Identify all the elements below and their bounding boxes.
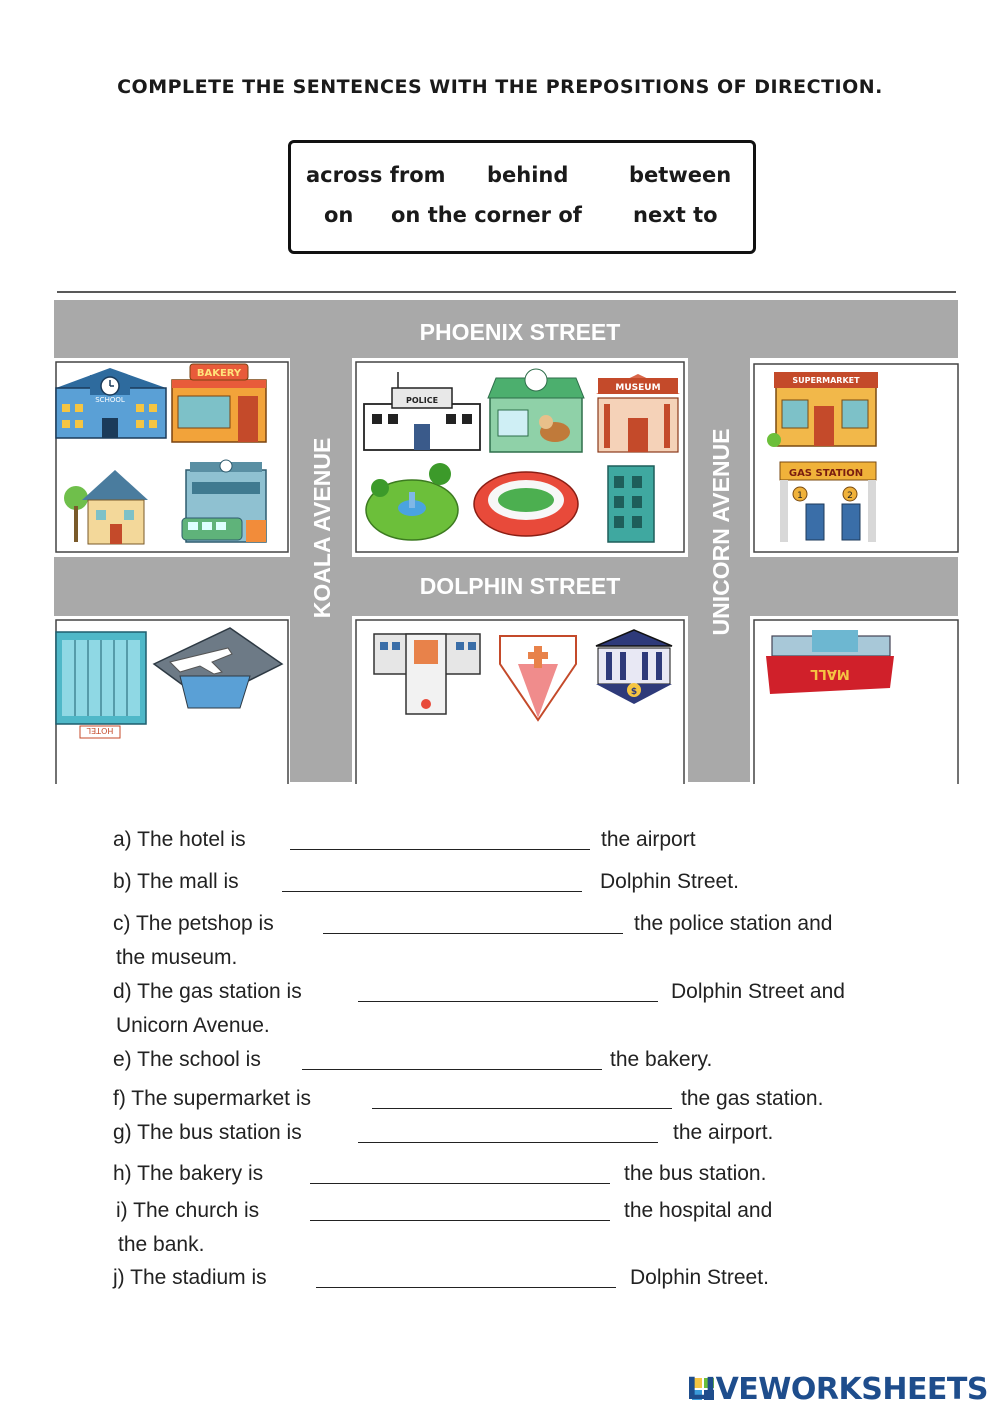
bus-station-icon: [182, 460, 266, 542]
sentence-end: the airport: [601, 828, 696, 851]
answer-blank[interactable]: [282, 891, 582, 892]
sentence-end: Dolphin Street.: [600, 870, 739, 893]
svg-text:1: 1: [797, 491, 803, 501]
sentence-end: the hospital and: [624, 1199, 773, 1222]
svg-text:GAS STATION: GAS STATION: [788, 468, 864, 479]
word-on-the-corner-of: on the corner of: [391, 203, 582, 227]
answer-blank[interactable]: [358, 1142, 658, 1143]
worksheet-title: COMPLETE THE SENTENCES WITH THE PREPOSITIONS OF DIRECTION.: [117, 76, 883, 98]
sentence-start: g) The bus station is: [113, 1121, 302, 1144]
svg-text:$: $: [630, 687, 638, 697]
koala-avenue-label: KOALA AVENUE: [309, 437, 335, 619]
sentence-end: the gas station.: [681, 1087, 824, 1110]
svg-text:SUPERMARKET: SUPERMARKET: [792, 376, 860, 385]
word-between: between: [629, 163, 732, 187]
sentence-start: e) The school is: [113, 1048, 261, 1071]
mall-icon: [766, 630, 894, 694]
answer-blank[interactable]: [372, 1108, 672, 1109]
svg-text:BAKERY: BAKERY: [196, 368, 242, 379]
sentence-end: the bakery.: [610, 1048, 713, 1071]
sentence-end: Dolphin Street and: [671, 980, 845, 1003]
svg-text:MALL: MALL: [810, 666, 850, 681]
supermarket-icon: [767, 372, 878, 447]
answer-blank[interactable]: [323, 933, 623, 934]
svg-text:POLICE: POLICE: [405, 396, 439, 405]
sentence-end: the police station and: [634, 912, 833, 935]
phoenix-street-label: PHOENIX STREET: [419, 319, 621, 345]
sentence-end: the airport.: [673, 1121, 774, 1144]
hotel-icon: [56, 632, 146, 738]
svg-text:2: 2: [847, 491, 853, 501]
answer-blank[interactable]: [290, 849, 590, 850]
petshop-icon: [488, 369, 584, 452]
word-behind: behind: [487, 163, 569, 187]
office-building-icon: [608, 466, 654, 542]
svg-text:HOTEL: HOTEL: [86, 726, 114, 735]
sentence-start: c) The petshop is: [113, 912, 274, 935]
sentence-continuation: Unicorn Avenue.: [116, 1014, 270, 1037]
word-next-to: next to: [633, 203, 718, 227]
answer-blank[interactable]: [310, 1183, 610, 1184]
sentence-start: b) The mall is: [113, 870, 239, 893]
word-across-from: across from: [306, 163, 446, 187]
liveworksheets-brand: LIVEWORKSHEETS: [686, 1372, 988, 1407]
sentence-start: h) The bakery is: [113, 1162, 264, 1185]
sentence-start: i) The church is: [116, 1199, 260, 1222]
sentence-end: Dolphin Street.: [630, 1266, 769, 1289]
svg-text:SCHOOL: SCHOOL: [95, 396, 125, 404]
answer-blank[interactable]: [358, 1001, 658, 1002]
sentence-start: a) The hotel is: [113, 828, 246, 851]
sentence-start: d) The gas station is: [113, 980, 302, 1003]
answer-blank[interactable]: [302, 1069, 602, 1070]
dolphin-street-label: DOLPHIN STREET: [419, 573, 621, 599]
sentence-continuation: the museum.: [116, 946, 238, 969]
answer-blank[interactable]: [316, 1287, 616, 1288]
museum-icon: [596, 374, 680, 452]
unicorn-avenue-label: UNICORN AVENUE: [708, 428, 734, 636]
sentence-start: f) The supermarket is: [113, 1087, 312, 1110]
sentence-continuation: the bank.: [118, 1233, 205, 1256]
answer-blank[interactable]: [310, 1220, 610, 1221]
stadium-icon: [474, 472, 578, 536]
sentence-end: the bus station.: [624, 1162, 767, 1185]
sentence-start: j) The stadium is: [113, 1266, 267, 1289]
svg-text:MUSEUM: MUSEUM: [615, 383, 661, 393]
word-on: on: [324, 203, 354, 227]
